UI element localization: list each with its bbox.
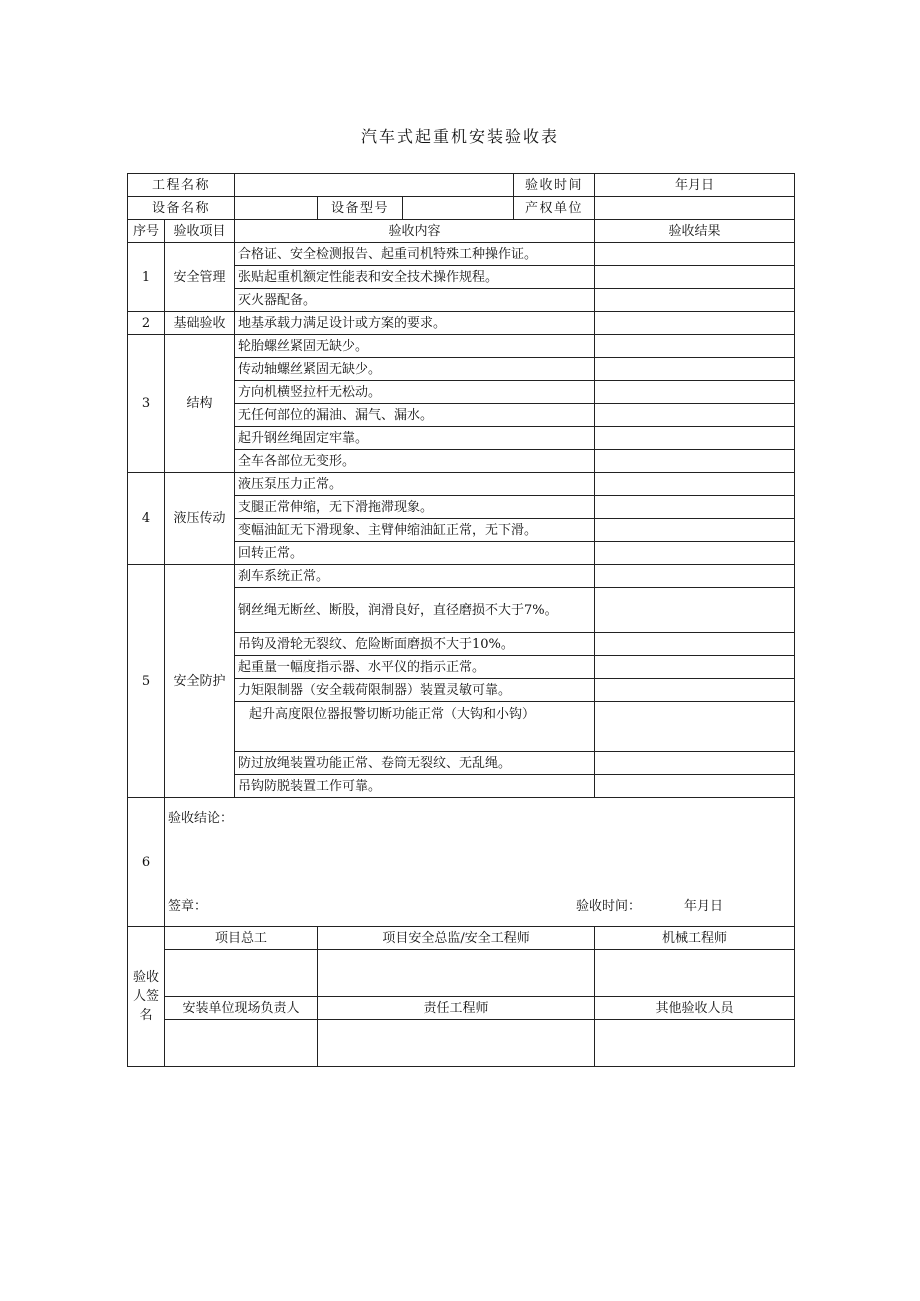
project-name-value[interactable] (235, 174, 514, 197)
check-item: 轮胎螺丝紧固无缺少。 (235, 335, 595, 358)
check-item: 方向机横竖拉杆无松动。 (235, 381, 595, 404)
col-no: 序号 (128, 220, 165, 243)
check-item: 无任何部位的漏油、漏气、漏水。 (235, 404, 595, 427)
owner-unit-label: 产权单位 (514, 197, 595, 220)
signature-label: 验收人签名 (128, 927, 165, 1067)
check-item: 吊钩及滑轮无裂纹、危险断面磨损不大于10%。 (235, 633, 595, 656)
check-item: 灭火器配备。 (235, 289, 595, 312)
result-cell[interactable] (595, 519, 795, 542)
check-item: 合格证、安全检测报告、起重司机特殊工种操作证。 (235, 243, 595, 266)
check-item: 起重量一幅度指示器、水平仪的指示正常。 (235, 656, 595, 679)
check-item: 防过放绳装置功能正常、卷筒无裂纹、无乱绳。 (235, 752, 595, 775)
result-cell[interactable] (595, 243, 795, 266)
table-row (128, 335, 795, 358)
result-cell[interactable] (595, 588, 795, 633)
check-item: 回转正常。 (235, 542, 595, 565)
result-cell[interactable] (595, 473, 795, 496)
equipment-name-value[interactable] (235, 197, 318, 220)
equipment-model-label: 设备型号 (318, 197, 403, 220)
acceptance-table (127, 173, 795, 1067)
result-cell[interactable] (595, 404, 795, 427)
equipment-name-label: 设备名称 (128, 197, 235, 220)
conclusion-cell[interactable] (165, 798, 795, 927)
project-name-label: 工程名称 (128, 174, 235, 197)
role-label: 机械工程师 (595, 927, 795, 950)
result-cell[interactable] (595, 565, 795, 588)
role-label: 项目总工 (165, 927, 318, 950)
result-cell[interactable] (595, 496, 795, 519)
result-cell[interactable] (595, 289, 795, 312)
section-no: 1 (128, 243, 165, 312)
result-cell[interactable] (595, 450, 795, 473)
result-cell[interactable] (595, 266, 795, 289)
result-cell[interactable] (595, 679, 795, 702)
table-row (128, 473, 795, 496)
check-item: 力矩限制器（安全载荷限制器）装置灵敏可靠。 (235, 679, 595, 702)
signature-box[interactable] (595, 1020, 795, 1067)
table-row (128, 243, 795, 266)
result-cell[interactable] (595, 335, 795, 358)
section-no: 4 (128, 473, 165, 565)
page-title: 汽车式起重机安装验收表 (360, 127, 559, 146)
check-item: 吊钩防脱装置工作可靠。 (235, 775, 595, 798)
result-cell[interactable] (595, 775, 795, 798)
check-item: 起升高度限位器报警切断功能正常（大钩和小钩） (235, 702, 595, 752)
check-item: 刹车系统正常。 (235, 565, 595, 588)
section-no: 6 (128, 798, 165, 927)
accept-time-value[interactable]: 年月日 (595, 174, 795, 197)
result-cell[interactable] (595, 427, 795, 450)
signature-box[interactable] (318, 1020, 595, 1067)
table-row (128, 565, 795, 588)
owner-unit-value[interactable] (595, 197, 795, 220)
result-cell[interactable] (595, 312, 795, 335)
signature-box[interactable] (165, 950, 318, 997)
conclusion-time-value: 年月日 (684, 899, 724, 914)
check-item: 地基承载力满足设计或方案的要求。 (235, 312, 595, 335)
result-cell[interactable] (595, 702, 795, 752)
result-cell[interactable] (595, 358, 795, 381)
signature-box[interactable] (318, 950, 595, 997)
result-cell[interactable] (595, 633, 795, 656)
equipment-model-value[interactable] (403, 197, 514, 220)
result-cell[interactable] (595, 656, 795, 679)
conclusion-time-label: 验收时间： (576, 899, 642, 914)
section-item: 结构 (165, 335, 235, 473)
role-label: 其他验收人员 (595, 997, 795, 1020)
role-label: 责任工程师 (318, 997, 595, 1020)
result-cell[interactable] (595, 542, 795, 565)
signature-box[interactable] (595, 950, 795, 997)
col-result: 验收结果 (595, 220, 795, 243)
section-item: 液压传动 (165, 473, 235, 565)
check-item: 传动轴螺丝紧固无缺少。 (235, 358, 595, 381)
check-item: 液压泵压力正常。 (235, 473, 595, 496)
check-item: 张贴起重机额定性能表和安全技术操作规程。 (235, 266, 595, 289)
conclusion-label: 验收结论： (168, 811, 234, 826)
seal-label: 签章： (168, 899, 208, 914)
role-label: 项目安全总监/安全工程师 (318, 927, 595, 950)
col-item: 验收项目 (165, 220, 235, 243)
check-item: 变幅油缸无下滑现象、主臂伸缩油缸正常，无下滑。 (235, 519, 595, 542)
role-label: 安装单位现场负责人 (165, 997, 318, 1020)
table-row (128, 312, 795, 335)
section-no: 2 (128, 312, 165, 335)
accept-time-label: 验收时间 (514, 174, 595, 197)
check-item: 支腿正常伸缩，无下滑拖滞现象。 (235, 496, 595, 519)
section-item: 基础验收 (165, 312, 235, 335)
signature-box[interactable] (165, 1020, 318, 1067)
check-item: 全车各部位无变形。 (235, 450, 595, 473)
section-no: 5 (128, 565, 165, 798)
col-content: 验收内容 (235, 220, 595, 243)
section-no: 3 (128, 335, 165, 473)
result-cell[interactable] (595, 752, 795, 775)
check-item: 钢丝绳无断丝、断股，润滑良好，直径磨损不大于7%。 (235, 588, 595, 633)
result-cell[interactable] (595, 381, 795, 404)
check-item: 起升钢丝绳固定牢靠。 (235, 427, 595, 450)
section-item: 安全防护 (165, 565, 235, 798)
section-item: 安全管理 (165, 243, 235, 312)
